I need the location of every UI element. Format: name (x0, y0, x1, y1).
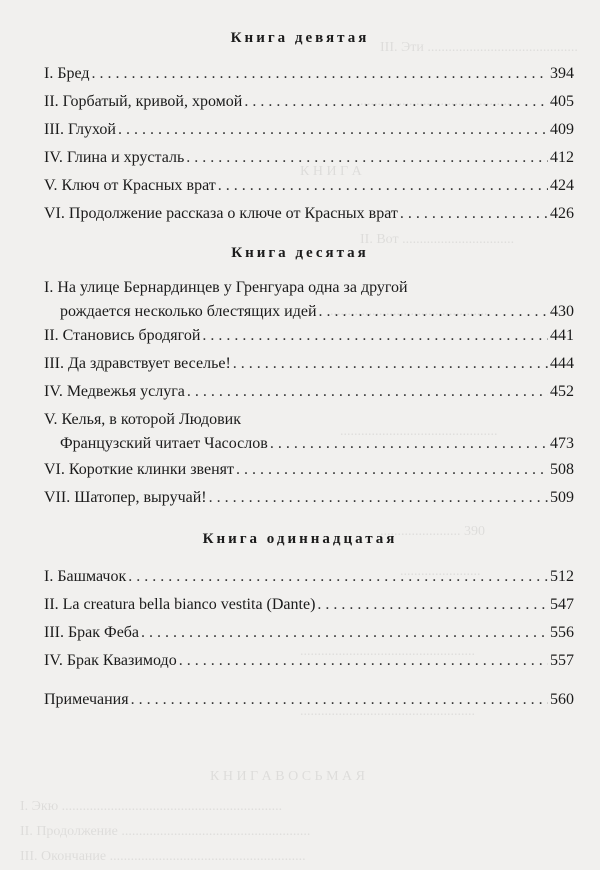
leader-dots (233, 352, 548, 376)
toc-entry[interactable] (44, 276, 574, 324)
toc-entry[interactable] (44, 593, 574, 617)
leader-dots (179, 649, 548, 673)
page-number: 426 (550, 205, 574, 222)
page-number: 424 (550, 177, 574, 194)
leader-dots (131, 688, 548, 712)
chapter-title: I. Башмачок (44, 568, 127, 585)
page-number: 444 (550, 355, 574, 372)
chapter-title: II. Горбатый, кривой, хромой (44, 93, 243, 110)
chapter-title: VI. Продолжение рассказа о ключе от Красных врат (44, 205, 398, 222)
leader-dots (141, 621, 548, 645)
toc-entry[interactable] (44, 352, 574, 376)
leader-dots (128, 565, 548, 589)
leader-dots (218, 174, 548, 198)
page-number: 441 (550, 327, 574, 344)
page-number: 512 (550, 568, 574, 585)
toc-entry[interactable] (44, 324, 574, 348)
toc-entry[interactable] (44, 565, 574, 589)
page-number: 508 (550, 461, 574, 478)
chapter-title: IV. Глина и хрусталь (44, 149, 185, 166)
page-number: 452 (550, 383, 574, 400)
leader-dots (319, 300, 548, 324)
chapter-title-line2: рождается несколько блестящих идей (60, 303, 317, 320)
page-number: 560 (550, 691, 574, 708)
toc-entry[interactable] (44, 174, 574, 198)
toc-entry[interactable] (44, 649, 574, 673)
book-title-10: Книга десятая (231, 245, 369, 261)
leader-dots (209, 486, 548, 510)
chapter-title-line1: V. Келья, в которой Людовик (44, 411, 241, 428)
leader-dots (118, 118, 548, 142)
leader-dots (270, 432, 548, 456)
chapter-title-line2: Французский читает Часослов (60, 435, 268, 452)
show-through: III. Эти ........................................... ........................................... К Н И Г А II. Вот ................................ ............................................. ............................................. ....................... 390 ....................... .................................................. .................................................. К Н И Г А В О С Ь М А Я I. Экю ............................................................... II. Продолжение ...................................................... III. Окончание ........................................................ (20, 40, 578, 864)
page-number: 430 (550, 303, 574, 320)
chapter-title: V. Ключ от Красных врат (44, 177, 216, 194)
leader-dots (187, 380, 548, 404)
chapter-title: III. Глухой (44, 121, 116, 138)
page-number: 394 (550, 65, 574, 82)
leader-dots (236, 458, 548, 482)
toc-entry[interactable] (44, 146, 574, 170)
page-number: 556 (550, 624, 574, 641)
page-number: 509 (550, 489, 574, 506)
leader-dots (92, 62, 548, 86)
chapter-title: III. Да здравствует веселье! (44, 355, 231, 372)
toc-entry-notes[interactable] (44, 688, 574, 712)
leader-dots (202, 324, 548, 348)
toc-entry[interactable] (44, 118, 574, 142)
page-number: 409 (550, 121, 574, 138)
chapter-title: IV. Брак Квазимодо (44, 652, 177, 669)
chapter-title: II. Становись бродягой (44, 327, 201, 344)
leader-dots (244, 90, 548, 114)
chapter-title: VII. Шатопер, выручай! (44, 489, 207, 506)
toc-entry[interactable] (44, 408, 574, 456)
page-number: 412 (550, 149, 574, 166)
toc-entry[interactable] (44, 90, 574, 114)
chapter-title: VI. Короткие клинки звенят (44, 461, 234, 478)
page-number: 473 (550, 435, 574, 452)
chapter-title: IV. Медвежья услуга (44, 383, 185, 400)
book-title-9: Книга девятая (230, 30, 370, 46)
leader-dots (317, 593, 548, 617)
toc-entry[interactable] (44, 621, 574, 645)
page-number: 547 (550, 596, 574, 613)
notes-title: Примечания (44, 691, 129, 708)
toc-entry[interactable] (44, 202, 574, 226)
book-title-11: Книга одиннадцатая (202, 531, 398, 547)
toc-entry[interactable] (44, 486, 574, 510)
chapter-title: III. Брак Феба (44, 624, 140, 641)
chapter-title-line1: I. На улице Бернардинцев у Гренгуара одна за другой (44, 279, 408, 296)
toc-entry[interactable] (44, 458, 574, 482)
leader-dots (186, 146, 548, 170)
toc-entry[interactable] (44, 62, 574, 86)
toc-entry[interactable] (44, 380, 574, 404)
chapter-title: I. Бред (44, 65, 90, 82)
leader-dots (400, 202, 548, 226)
page-number: 405 (550, 93, 574, 110)
page-number: 557 (550, 652, 574, 669)
chapter-title: II. La creatura bella bianco vestita (Dante) (44, 596, 316, 613)
